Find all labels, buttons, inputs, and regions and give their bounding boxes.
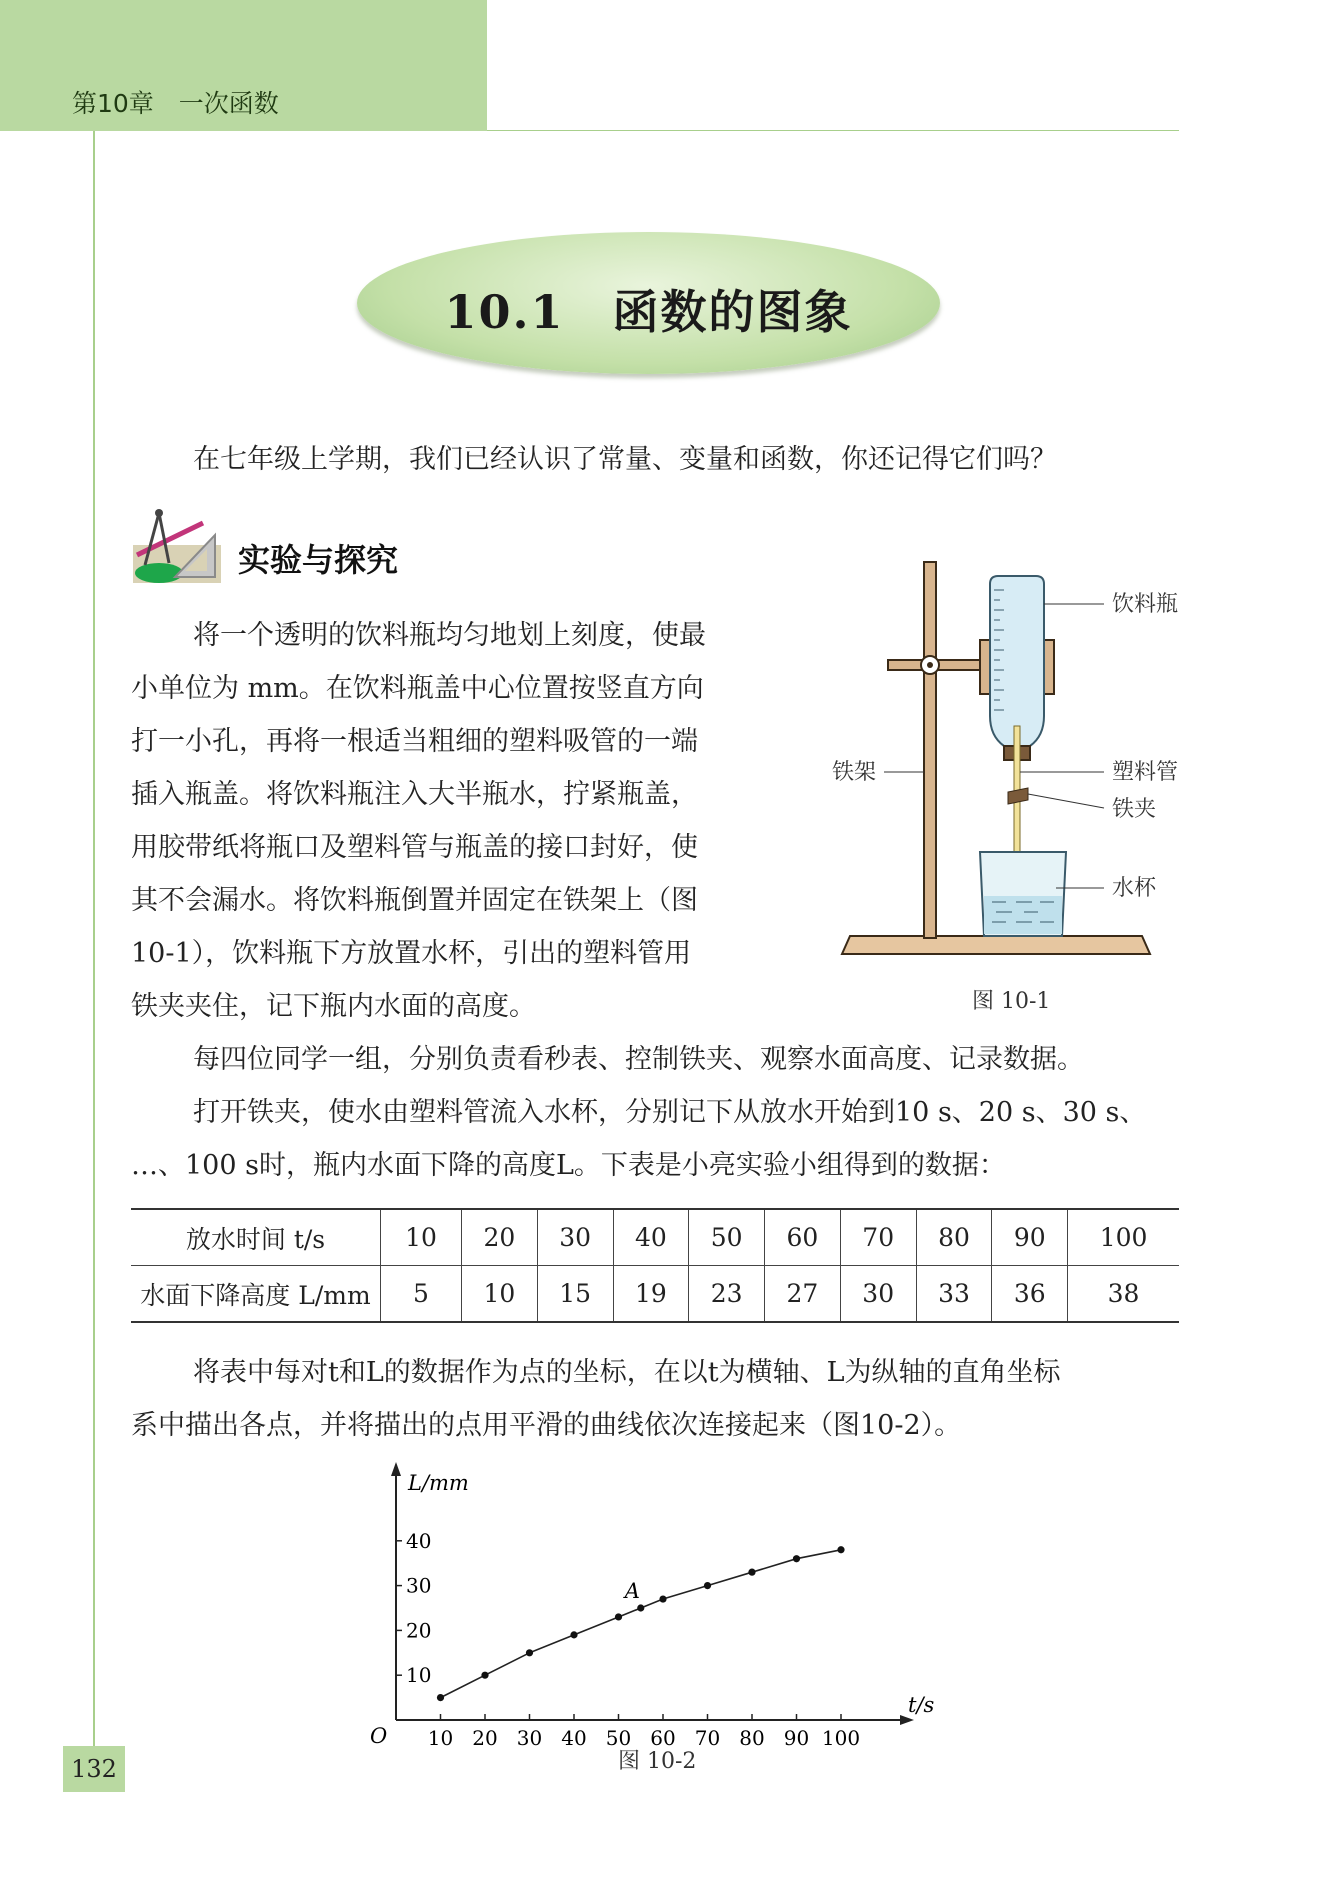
x-tick-label: 90 [783,1726,810,1750]
y-tick-label: 40 [406,1528,432,1553]
data-point [526,1649,533,1656]
table-row-header: 水面下降高度 L/mm [131,1266,381,1323]
page-number: 132 [63,1746,125,1792]
table-row [131,1209,1179,1266]
bottle [990,576,1044,746]
data-point [748,1569,755,1576]
explore-line: 打一小孔，再将一根适当粗细的塑料吸管的一端 [131,726,698,757]
intro-text: 在七年级上学期，我们已经认识了常量、变量和函数，你还记得它们吗？ [193,444,1057,475]
after-table-line: 将表中每对t和L的数据作为点的坐标，在以t为横轴、L为纵轴的直角坐标 [193,1357,1061,1388]
label-bottle: 饮料瓶 [1112,592,1179,617]
table-cell: 90 [992,1209,1068,1266]
table-cell: 10 [462,1266,538,1323]
x-tick-label: 70 [694,1726,721,1750]
explore-line: 用胶带纸将瓶口及塑料管与瓶盖的接口封好，使 [131,832,698,863]
figure1-caption: 图 10-1 [972,989,1051,1014]
explore-line: 小单位为 mm。在饮料瓶盖中心位置按竖直方向 [131,673,704,704]
line-chart [360,1460,960,1760]
label-clamp: 铁夹 [1112,797,1157,822]
explore-line: 插入瓶盖。将饮料瓶注入大半瓶水，拧紧瓶盖， [131,779,698,810]
y-tick-label: 30 [406,1573,432,1598]
table-cell: 20 [462,1209,538,1266]
data-table [131,1208,1179,1323]
y-tick-label: 10 [406,1663,432,1688]
y-tick-label: 20 [406,1618,432,1643]
label-cup: 水杯 [1112,876,1157,901]
x-tick-label: 30 [516,1726,543,1750]
table-cell: 60 [765,1209,841,1266]
table-row [131,1266,1179,1323]
table-cell: 10 [381,1209,462,1266]
data-point [659,1595,666,1602]
annotation-label: A [624,1579,640,1603]
table-cell: 5 [381,1266,462,1323]
x-tick-label: 80 [739,1726,765,1750]
body-line: 打开铁夹，使水由塑料管流入水杯，分别记下从放水开始到10 s、20 s、30 s、 [193,1097,1147,1128]
origin-label: O [370,1724,388,1748]
table-cell: 36 [992,1266,1068,1323]
table-cell: 33 [916,1266,992,1323]
explore-line: 将一个透明的饮料瓶均匀地划上刻度，使最 [193,620,706,651]
data-point [837,1546,844,1553]
y-axis-arrow [391,1462,401,1476]
data-point [570,1631,577,1638]
body-line: 每四位同学一组，分别负责看秒表、控制铁夹、观察水面高度、记录数据。 [193,1044,1084,1075]
data-point [793,1555,800,1562]
geometry-tools-icon [129,505,225,587]
label-tube: 塑料管 [1112,760,1179,785]
table-cell: 27 [765,1266,841,1323]
body-paragraph [131,1033,1146,1192]
iron-clamp [1008,788,1028,804]
x-tick-label: 100 [821,1726,861,1750]
body-line: …、100 s时，瓶内水面下降的高度L。下表是小亮实验小组得到的数据： [131,1150,1006,1181]
x-tick-label: 50 [605,1726,632,1750]
y-axis-label: L/mm [408,1471,469,1495]
table-cell: 23 [689,1266,765,1323]
x-tick-label: 60 [650,1726,676,1750]
header-rule [487,130,1179,131]
data-point [437,1694,444,1701]
explore-line: 铁夹夹住，记下瓶内水面的高度。 [131,991,536,1022]
table-cell: 19 [613,1266,689,1323]
figure2-caption: 图 10-2 [618,1749,697,1774]
after-table-line: 系中描出各点，并将描出的点用平滑的曲线依次连接起来（图10-2）。 [131,1410,962,1441]
table-cell: 80 [916,1209,992,1266]
x-tick-label: 40 [561,1726,587,1750]
x-axis-label: t/s [908,1693,935,1717]
table-cell: 100 [1068,1209,1179,1266]
data-point [704,1582,711,1589]
explore-paragraph [131,609,706,1033]
explore-line: 10-1），饮料瓶下方放置水杯，引出的塑料管用 [131,938,692,969]
margin-rule [93,131,95,1751]
after-table-paragraph [131,1346,1061,1452]
apparatus-figure [820,556,1180,966]
annotation-point [637,1604,644,1611]
table-cell: 30 [840,1266,916,1323]
x-tick-label: 10 [427,1726,454,1750]
table-cell: 38 [1068,1266,1179,1323]
table-cell: 50 [689,1209,765,1266]
table-cell: 15 [537,1266,613,1323]
table-cell: 30 [537,1209,613,1266]
table-cell: 70 [840,1209,916,1266]
data-point [481,1672,488,1679]
chapter-label: 第10章 一次函数 [72,89,279,118]
data-point [615,1613,622,1620]
label-stand: 铁架 [832,760,877,785]
stand-base [842,936,1150,954]
stand-rod [924,562,936,938]
explore-line: 其不会漏水。将饮料瓶倒置并固定在铁架上（图 [131,885,698,916]
x-tick-label: 20 [472,1726,498,1750]
section-title: 10.1 函数的图象 [444,285,853,339]
explore-heading: 实验与探究 [238,541,399,579]
series-line [441,1550,842,1698]
table-cell: 40 [613,1209,689,1266]
table-row-header: 放水时间 t/s [131,1209,381,1266]
